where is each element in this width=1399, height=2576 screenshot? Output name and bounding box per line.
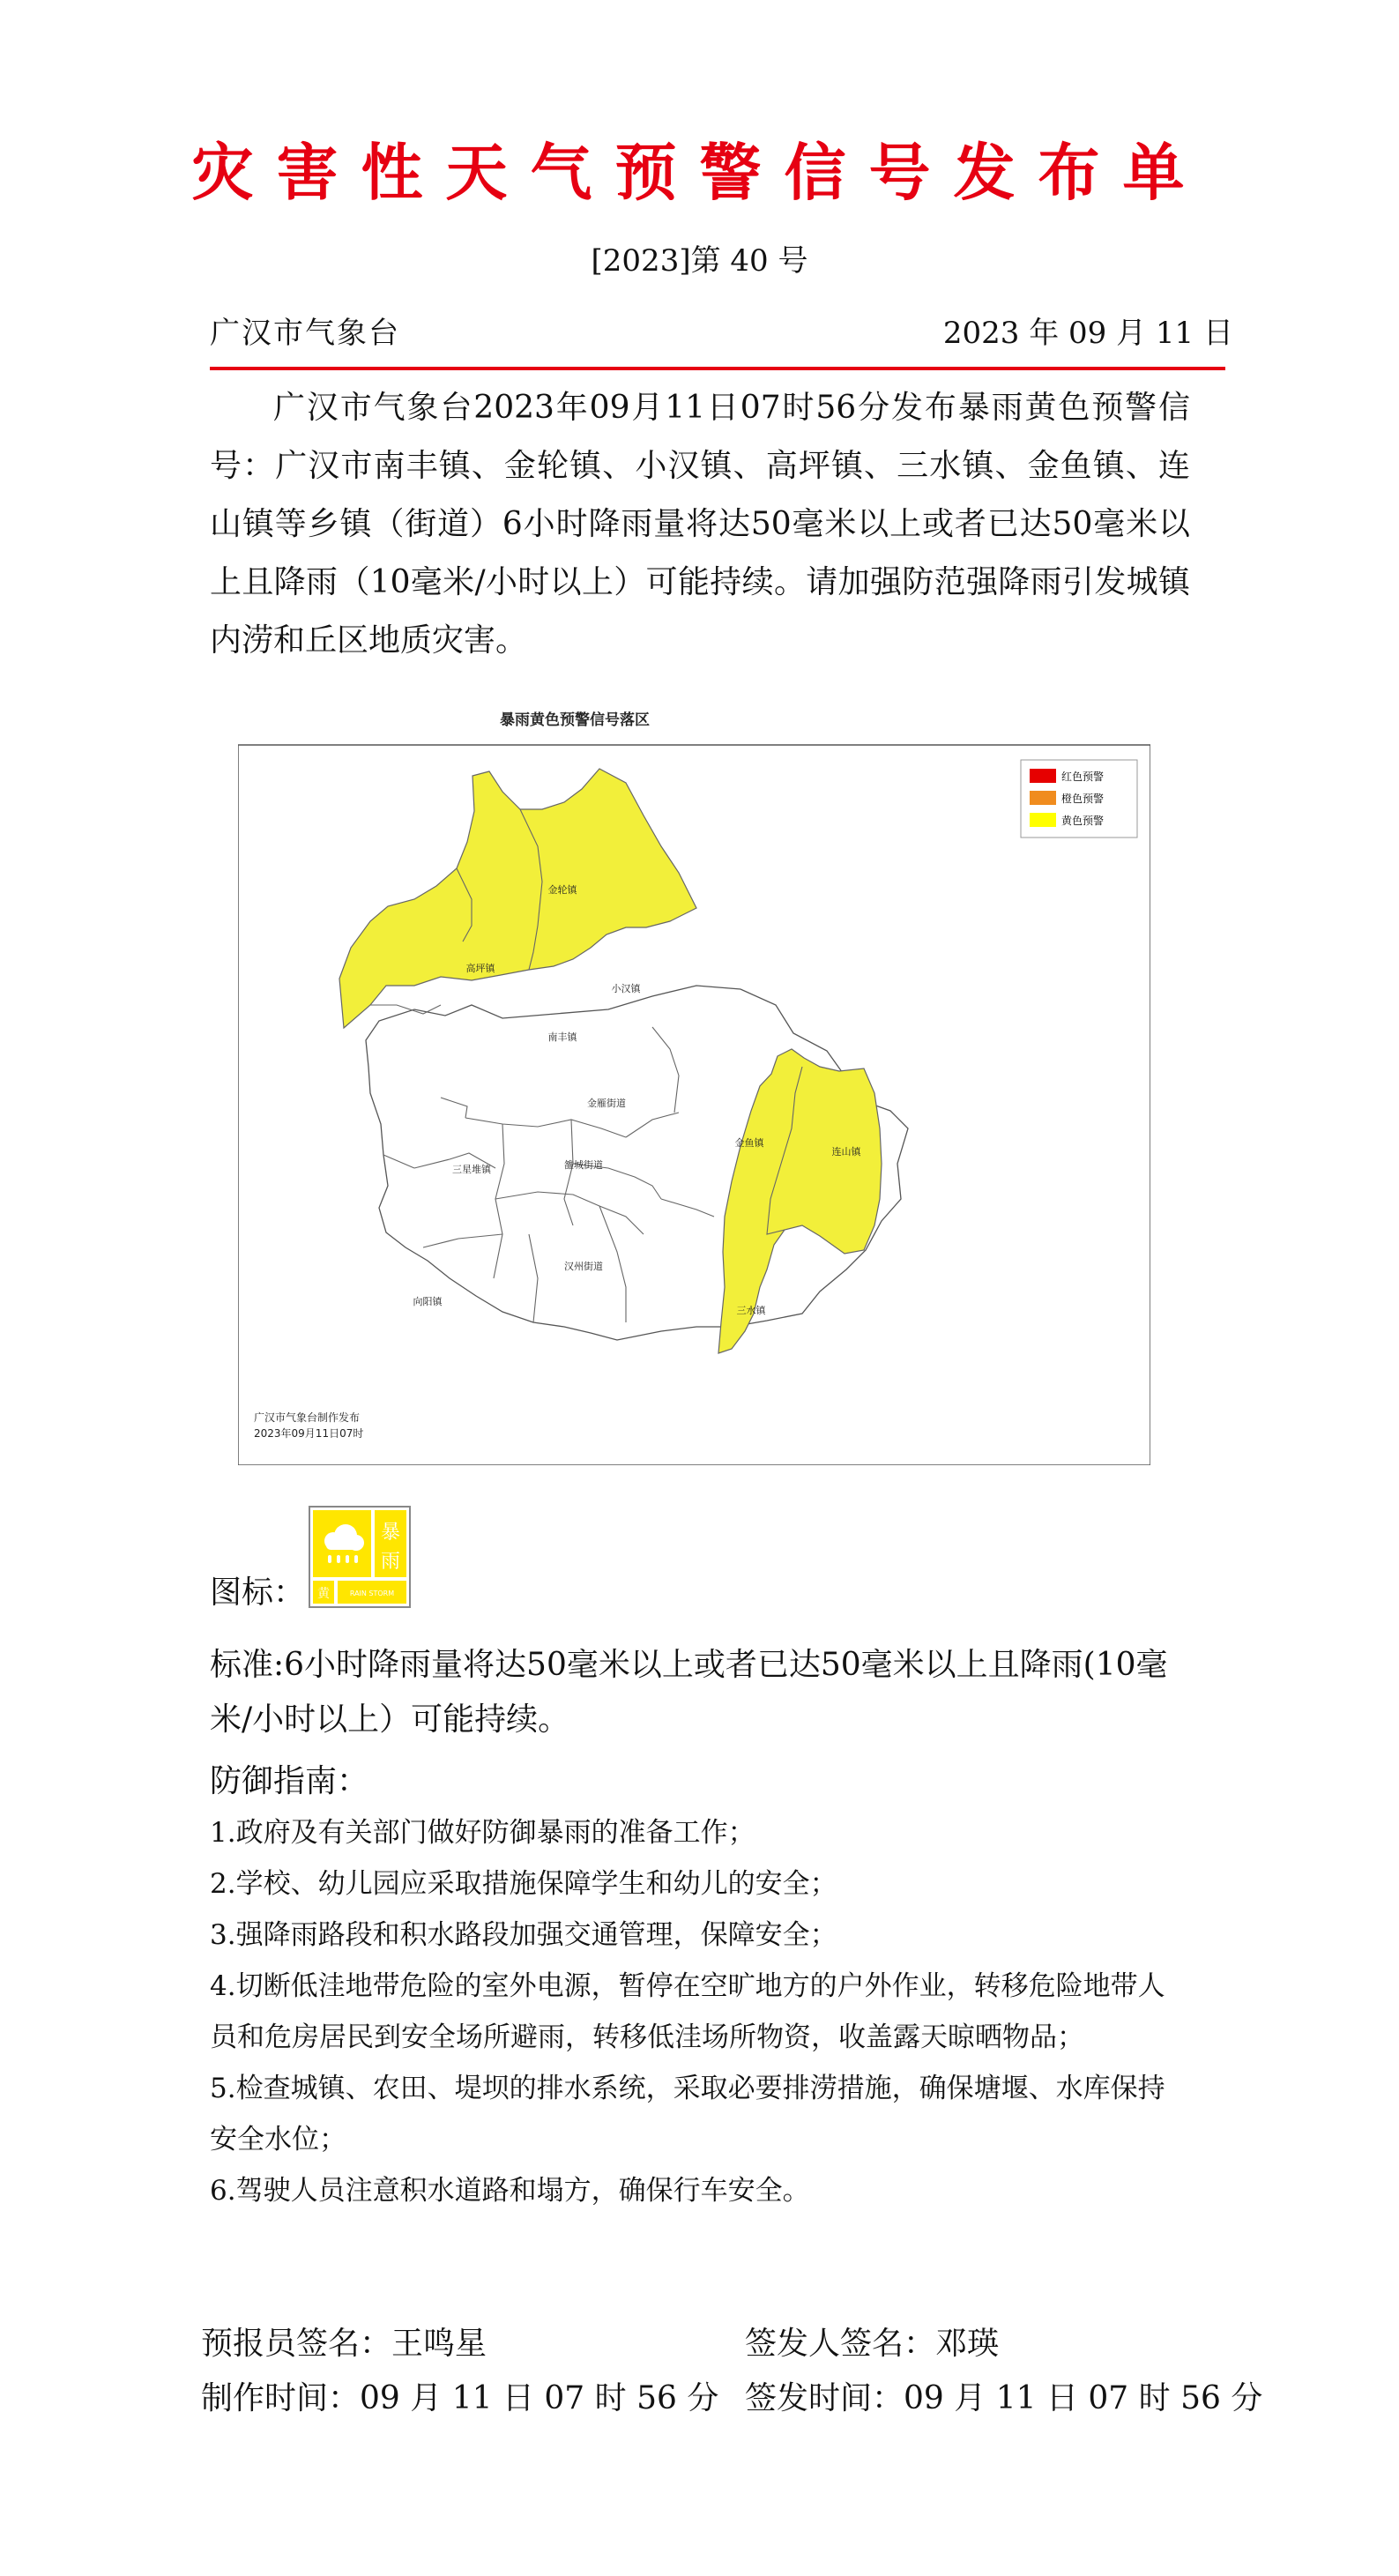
town-label-jinyu: 金鱼镇 xyxy=(734,1137,764,1149)
forecaster-signature: 预报员签名：王鸣星 xyxy=(201,2326,487,2362)
page-title: 灾害性天气预警信号发布单 xyxy=(191,137,1208,209)
legend-swatch-orange xyxy=(1030,791,1056,805)
town-label-sanshui: 三水镇 xyxy=(736,1305,766,1316)
town-label-gaoping: 高坪镇 xyxy=(465,963,495,974)
criteria-text: 标准:6小时降雨量将达50毫米以上或者已达50毫米以上且降雨(10毫米/小时以上）可能持续。 xyxy=(210,1647,1168,1738)
guide-list xyxy=(210,1807,1190,2216)
signer-signature: 签发人签名：邓瑛 xyxy=(745,2326,1000,2362)
legend-swatch-yellow xyxy=(1030,813,1056,827)
icon-level-text: 黄 xyxy=(317,1587,330,1601)
guide-item: 6.驾驶人员注意积水道路和塌方，确保行车安全。 xyxy=(210,2175,810,2207)
icon-label: 图标： xyxy=(210,1575,306,1611)
red-divider xyxy=(210,367,1225,370)
map-title: 暴雨黄色预警信号落区 xyxy=(500,711,650,729)
issue-time: 签发时间：09 月 11 日 07 时 56 分 xyxy=(745,2380,1263,2416)
town-label-xiaohan: 小汉镇 xyxy=(611,983,641,994)
guide-item: 4.切断低洼地带危险的室外电源，暂停在空旷地方的户外作业，转移危险地带人员和危房居民到安全场所避雨，转移低洼场所物资，收盖露天晾晒物品； xyxy=(210,1970,1165,2053)
town-label-hanzhou: 汉州街道 xyxy=(564,1261,603,1272)
guide-item: 5.检查城镇、农田、堤坝的排水系统，采取必要排涝措施，确保塘堰、水库保持安全水位； xyxy=(210,2073,1165,2155)
warning-body-text: 广汉市气象台2023年09月11日07时56分发布暴雨黄色预警信号：广汉市南丰镇、金轮镇、小汉镇、高坪镇、三水镇、金鱼镇、连山镇等乡镇（街道）6小时降雨量将达50毫米以上或者已达50毫米以上且降雨（10毫米/小时以上）可能持续。请加强防范强降雨引发城镇内涝和丘区地质灾害。 xyxy=(210,390,1190,659)
town-label-lianshan: 连山镇 xyxy=(831,1146,861,1158)
production-time: 制作时间：09 月 11 日 07 时 56 分 xyxy=(201,2380,719,2416)
icon-caption-text: RAIN STORM xyxy=(349,1590,395,1597)
town-label-jinlun: 金轮镇 xyxy=(547,884,577,896)
guide-title: 防御指南： xyxy=(210,1763,369,1799)
map-footer-producer: 广汉市气象台制作发布 xyxy=(254,1411,361,1424)
guide-item: 3.强降雨路段和积水路段加强交通管理，保障安全； xyxy=(210,1919,837,1951)
warning-area-map xyxy=(238,705,1150,1465)
issue-date: 2023 年 09 月 11 日 xyxy=(942,316,1233,351)
town-label-nanfeng: 南丰镇 xyxy=(547,1031,577,1043)
town-label-jinyan: 金雁街道 xyxy=(587,1098,626,1109)
icon-char-bao: 暴 xyxy=(380,1522,401,1544)
town-label-xiangyang: 向阳镇 xyxy=(413,1296,443,1307)
map-legend xyxy=(1021,760,1137,838)
icon-char-yu: 雨 xyxy=(380,1551,401,1573)
legend-label-red: 红色预警 xyxy=(1061,771,1105,783)
issuer-name: 广汉市气象台 xyxy=(210,316,400,351)
guide-item: 2.学校、幼儿园应采取措施保障学生和幼儿的安全； xyxy=(210,1868,837,1900)
map-footer-time: 2023年09月11日07时 xyxy=(254,1427,364,1440)
guide-item: 1.政府及有关部门做好防御暴雨的准备工作； xyxy=(210,1817,755,1849)
legend-label-yellow: 黄色预警 xyxy=(1061,815,1105,827)
town-label-sanxingdui: 三星堆镇 xyxy=(452,1164,491,1175)
document-number: [2023]第 40 号 xyxy=(591,243,808,279)
town-label-luocheng: 雒城街道 xyxy=(564,1159,603,1171)
legend-label-orange: 橙色预警 xyxy=(1061,793,1105,805)
rainstorm-signal-icon xyxy=(309,1506,411,1608)
legend-swatch-red xyxy=(1030,769,1056,783)
